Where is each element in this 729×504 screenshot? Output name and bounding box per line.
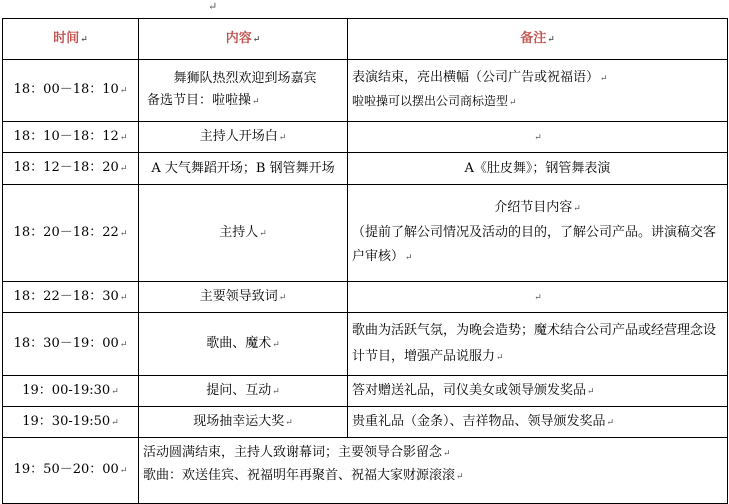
notes-cell: ↵ [348,282,728,313]
notes-cell: 介绍节目内容↵ （提前了解公司情况及活动的目的，了解公司产品。讲演稿交客户审核）↵ [348,185,728,282]
header-row [3,19,728,60]
time-cell: 18：12－18：20↵ [3,153,139,185]
content-cell: A 大气舞蹈开场；B 钢管舞开场 [139,153,348,185]
header-time: 时间↵ [3,19,139,60]
time-cell: 19：50－20：00↵ [3,438,139,504]
content-cell: 现场抽幸运大奖↵ [139,407,348,438]
content-cell: 主持人↵ [139,185,348,282]
time-cell: 19：30-19:50↵ [3,407,139,438]
notes-cell: 表演结束，亮出横幅（公司广告或祝福语）↵ 啦啦操可以摆出公司商标造型↵ [348,60,728,122]
time-cell: 19：00-19:30↵ [3,376,139,407]
content-cell: 主持人开场白↵ [139,122,348,153]
table-row [3,185,728,282]
table-row [3,407,728,438]
notes-cell: 歌曲为活跃气氛，为晚会造势；魔术结合公司产品或经营理念设计节目，增强产品说服力↵ [348,313,728,376]
header-notes: 备注↵ [348,19,728,60]
table-row [3,153,728,185]
table-row [3,282,728,313]
time-cell: 18：20－18：22↵ [3,185,139,282]
table-row [3,438,728,504]
notes-cell: A《肚皮舞》；钢管舞表演 [348,153,728,185]
content-cell: 主要领导致词↵ [139,282,348,313]
table-row [3,376,728,407]
paragraph-mark: ↵ [208,0,218,13]
merged-cell: 活动圆满结束，主持人致谢幕词；主要领导合影留念↵ 歌曲：欢送佳宾、祝福明年再聚首、祝福大家财源滚滚↵ [139,438,728,504]
content-cell: 提问、互动↵ [139,376,348,407]
table-row [3,60,728,122]
header-content: 内容↵ [139,19,348,60]
notes-cell: 贵重礼品（金条）、吉祥物品、领导颁发奖品↵ [348,407,728,438]
table-row [3,122,728,153]
notes-cell: 答对赠送礼品，司仪美女或领导颁发奖品↵ [348,376,728,407]
time-cell: 18：22－18：30↵ [3,282,139,313]
time-cell: 18：30－19：00↵ [3,313,139,376]
content-cell: 舞狮队热烈欢迎到场嘉宾 备选节目：啦啦操↵ [139,60,348,122]
time-cell: 18：10－18：12↵ [3,122,139,153]
table-row [3,313,728,376]
schedule-table [2,18,728,504]
content-cell: 歌曲、魔术↵ [139,313,348,376]
time-cell: 18：00－18：10↵ [3,60,139,122]
notes-cell: ↵ [348,122,728,153]
